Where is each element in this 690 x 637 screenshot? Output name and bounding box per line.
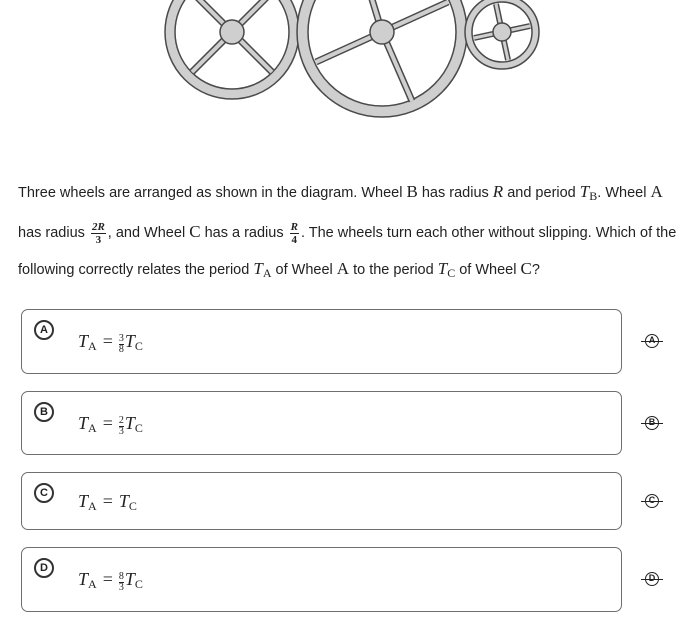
wheels-diagram [0,0,690,150]
choice-b[interactable] [21,391,622,455]
choice-formula: $T_A$ = $\frac{2}{3}$ $T_C$ [78,413,143,437]
wheel-c [465,0,539,69]
wheel-b-label: B [406,182,418,201]
radius-c-fraction: $\frac{R}{4}$ [290,221,298,246]
radius-a-fraction: $\frac{2R}{3}$ [91,221,105,246]
wheel-b [297,0,467,117]
choice-c[interactable] [21,472,622,530]
eliminate-a-button[interactable] [641,332,663,350]
question-text: Three wheels are arranged as shown in the diagram. Wheel B has radius R and period $T_B$. Wheel A has radius $\frac{2R}{3}$ , and Wheel C has a radius $\frac{R}{4}$ . The wheels turn each other without slipping. Which of the following correctly relates the period $T_A$ of Wheel A to the period $T_C$ of Wheel C? [18,182,677,280]
choice-d[interactable] [21,547,622,612]
choice-formula: $T_A = T_C$ [78,491,137,513]
choice-formula: $T_A$ = $\frac{8}{3}$ $T_C$ [78,569,143,593]
eliminate-b-button[interactable] [641,414,663,432]
eliminate-d-button[interactable] [641,570,663,588]
wheel-a [165,0,299,99]
choice-letter: C [34,483,54,503]
eliminate-c-button[interactable] [641,492,663,510]
choice-letter: D [34,558,54,578]
choice-letter: B [34,402,54,422]
choice-letter: A [34,320,54,340]
choice-a[interactable] [21,309,622,374]
choice-formula: $T_A$ = $\frac{3}{8}$ $T_C$ [78,331,143,355]
